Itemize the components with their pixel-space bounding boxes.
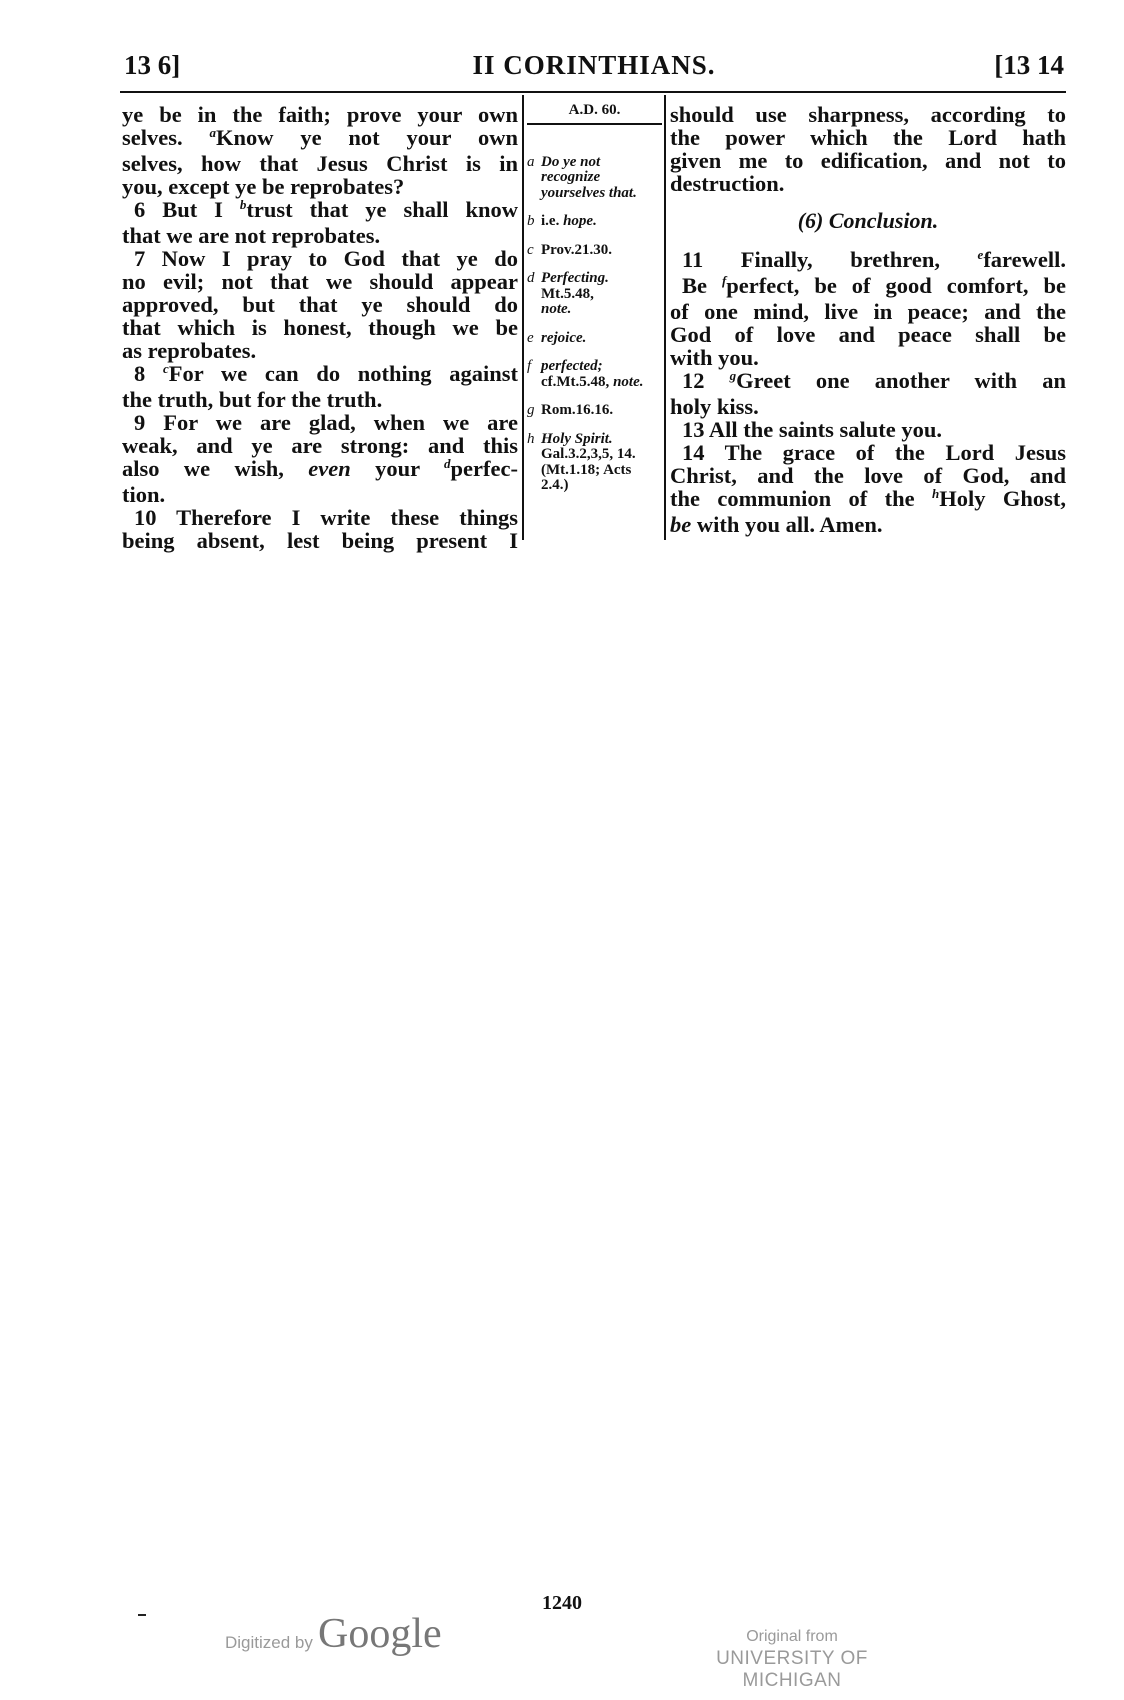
left-text-column bbox=[122, 103, 518, 552]
text-line: with you. bbox=[670, 345, 759, 370]
text-line: you, except ye be reprobates? bbox=[122, 174, 405, 199]
footnote-marker: a bbox=[209, 125, 216, 140]
text-line: tion. bbox=[122, 482, 166, 507]
margin-note-h: h Holy Spirit. Gal.3.2,3,5, 14. (Mt.1.18; Acts 2.4.) bbox=[527, 430, 636, 493]
text-line: selves. $^a$Know ye not your own bbox=[122, 125, 518, 150]
source-attribution bbox=[672, 1626, 912, 1692]
google-logo: Google bbox=[318, 1611, 442, 1657]
text-line: also we wish, even your $^d$perfec- bbox=[122, 456, 518, 481]
running-header bbox=[124, 50, 1064, 90]
column-divider-left bbox=[522, 95, 524, 540]
text-line: that which is honest, though we be bbox=[122, 315, 518, 340]
digitized-by-label: Digitized by bbox=[225, 1633, 313, 1652]
footnote-marker: h bbox=[931, 486, 940, 501]
footnote-marker: b bbox=[239, 197, 247, 212]
verse-line: 14 The grace of the Lord Jesus bbox=[682, 440, 1066, 465]
column-divider-right bbox=[664, 95, 666, 540]
date-note: A.D. 60. bbox=[527, 103, 662, 125]
verse-line: 9 For we are glad, when we are bbox=[134, 410, 518, 435]
margin-note-g: g Rom.16.16. bbox=[527, 402, 614, 418]
text-line: destruction. bbox=[670, 171, 785, 196]
margin-note-f: f perfected; cf.Mt.5.48, note. bbox=[527, 358, 644, 390]
text-line: holy kiss. bbox=[670, 394, 759, 419]
text-line: given me to edification, and not to bbox=[670, 148, 1066, 173]
section-heading: (6) Conclusion. bbox=[797, 208, 939, 233]
text-line: ye be in the faith; prove your own bbox=[122, 102, 518, 127]
text-line: no evil; not that we should appear bbox=[122, 269, 518, 294]
university-label: UNIVERSITY OF MICHIGAN bbox=[716, 1648, 868, 1691]
text-line: God of love and peace shall be bbox=[670, 322, 1066, 347]
text-line: Be $^f$perfect, be of good comfort, be bbox=[682, 273, 1066, 298]
text-line: approved, but that ye should do bbox=[122, 292, 518, 317]
scan-mark bbox=[138, 1614, 146, 1616]
text-line: the power which the Lord hath bbox=[670, 125, 1066, 150]
header-book-title: II CORINTHIANS. bbox=[472, 50, 716, 80]
verse-line: 6 But I $^b$trust that ye shall know bbox=[134, 197, 518, 222]
text-line: being absent, lest being present I bbox=[122, 528, 518, 553]
original-from-label: Original from bbox=[746, 1628, 838, 1645]
right-text-column bbox=[670, 103, 1066, 536]
margin-note-c: c Prov.21.30. bbox=[527, 241, 612, 258]
text-line: Christ, and the love of God, and bbox=[670, 463, 1066, 488]
footnote-marker: g bbox=[729, 368, 737, 383]
header-chapter-verse-right: [13 14 bbox=[994, 50, 1064, 80]
text-line: should use sharpness, according to bbox=[670, 102, 1066, 127]
margin-notes bbox=[527, 103, 662, 507]
text-line: the communion of the $^h$Holy Ghost, bbox=[670, 486, 1066, 511]
text-line: the truth, but for the truth. bbox=[122, 387, 383, 412]
footnote-marker: e bbox=[977, 247, 984, 262]
verse-line: 12 $^g$Greet one another with an bbox=[682, 368, 1066, 393]
text-line: be with you all. Amen. bbox=[670, 512, 883, 537]
margin-note-b: b i.e. hope. bbox=[527, 213, 597, 229]
margin-note-d: d Perfecting. Mt.5.48, note. bbox=[527, 270, 609, 317]
verse-line: 11 Finally, brethren, $^e$farewell. bbox=[682, 247, 1066, 272]
footnote-marker: f bbox=[721, 273, 727, 288]
text-line: weak, and ye are strong: and this bbox=[122, 433, 518, 458]
footnote-marker: d bbox=[444, 456, 451, 471]
text-line: that we are not reprobates. bbox=[122, 223, 381, 248]
verse-line: 7 Now I pray to God that ye do bbox=[134, 246, 518, 271]
footnote-marker: c bbox=[162, 361, 169, 376]
margin-note-e: e rejoice. bbox=[527, 329, 587, 346]
margin-note-a: a Do ye not recognize yourselves that. bbox=[527, 153, 637, 201]
verse-line: 8 $^c$For we can do nothing against bbox=[134, 361, 519, 386]
verse-line: 13 All the saints salute you. bbox=[682, 417, 943, 442]
text-line: of one mind, live in peace; and the bbox=[670, 299, 1066, 324]
verse-line: 10 Therefore I write these things bbox=[134, 505, 518, 530]
header-rule bbox=[120, 91, 1066, 93]
header-chapter-verse-left: 13 6] bbox=[124, 50, 181, 80]
page-number: 1240 bbox=[542, 1592, 582, 1614]
text-line: selves, how that Jesus Christ is in bbox=[122, 151, 518, 176]
text-line: as reprobates. bbox=[122, 338, 257, 363]
